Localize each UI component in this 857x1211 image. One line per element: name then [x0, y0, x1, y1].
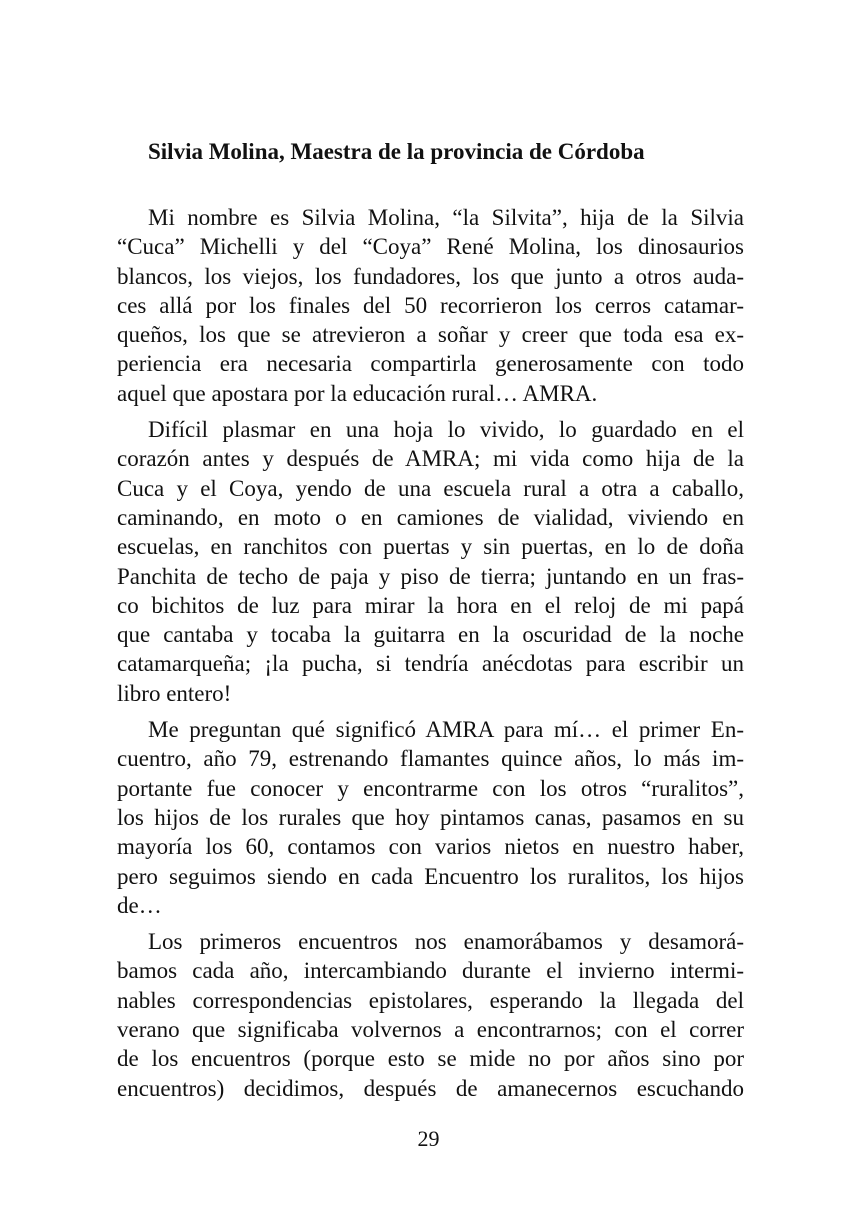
- text-line: co bichitos de luz para mirar la hora en el reloj de mi papá: [117, 592, 744, 618]
- text-line: periencia era necesaria compartirla generosamente con todo: [117, 351, 744, 377]
- text-line: Mi nombre es Silvia Molina, “la Silvita”, hija de la Silvia: [148, 205, 744, 230]
- text-line: Cuca y el Coya, yendo de una escuela rural a otra a caballo,: [117, 475, 744, 501]
- text-line: encuentros) decidimos, después de amanecernos escuchando: [117, 1075, 744, 1101]
- paragraph-3: [117, 715, 744, 920]
- text-line: bamos cada año, intercambiando durante el invierno intermi-: [117, 958, 744, 984]
- text-line: verano que significaba volvernos a encontrarnos; con el correr: [117, 1017, 744, 1043]
- text-line: cuentro, año 79, estrenando flamantes quince años, lo más im-: [117, 746, 744, 772]
- text-line: ces allá por los finales del 50 recorrieron los cerros catamar-: [117, 292, 744, 318]
- text-line: los hijos de los rurales que hoy pintamos canas, pasamos en su: [117, 804, 744, 830]
- paragraph-4: [117, 927, 744, 1103]
- text-line: escuelas, en ranchitos con puertas y sin puertas, en lo de doña: [117, 534, 744, 560]
- text-line: queños, los que se atrevieron a soñar y creer que toda esa ex-: [117, 322, 744, 348]
- text-line: pero seguimos siendo en cada Encuentro los ruralitos, los hijos: [117, 863, 744, 889]
- text-line: Panchita de techo de paja y piso de tierra; juntando en un fras-: [117, 563, 744, 589]
- text-line: caminando, en moto o en camiones de vialidad, viviendo en: [117, 504, 744, 530]
- chapter-heading: Silvia Molina, Maestra de la provincia de Córdoba: [148, 139, 645, 164]
- text-line: catamarqueña; ¡la pucha, si tendría anécdotas para escribir un: [117, 651, 744, 677]
- text-line: que cantaba y tocaba la guitarra en la oscuridad de la noche: [117, 622, 744, 648]
- body-text: [117, 203, 744, 1103]
- text-line: de los encuentros (porque esto se mide no por años sino por: [117, 1046, 744, 1072]
- text-line: de…: [117, 892, 162, 918]
- text-line: portante fue conocer y encontrarme con los otros “ruralitos”,: [117, 775, 744, 801]
- text-line: Los primeros encuentros nos enamorábamos y desamorá-: [148, 929, 744, 955]
- text-line: Difícil plasmar en una hoja lo vivido, lo guardado en el: [148, 417, 744, 443]
- text-line: blancos, los viejos, los fundadores, los que junto a otros auda-: [117, 263, 744, 289]
- text-line: libro entero!: [117, 680, 232, 706]
- paragraph-1: [117, 203, 744, 408]
- text-line: Me preguntan qué significó AMRA para mí… el primer En-: [148, 717, 744, 743]
- paragraph-2: [117, 415, 744, 708]
- text-line: aquel que apostara por la educación rural… AMRA.: [117, 380, 598, 406]
- text-line: “Cuca” Michelli y del “Coya” René Molina, los dinosaurios: [117, 234, 744, 260]
- text-line: mayoría los 60, contamos con varios nietos en nuestro haber,: [117, 834, 744, 860]
- text-line: corazón antes y después de AMRA; mi vida como hija de la: [117, 446, 744, 472]
- text-line: nables correspondencias epistolares, esperando la llegada del: [117, 987, 744, 1013]
- page-number: 29: [417, 1126, 440, 1151]
